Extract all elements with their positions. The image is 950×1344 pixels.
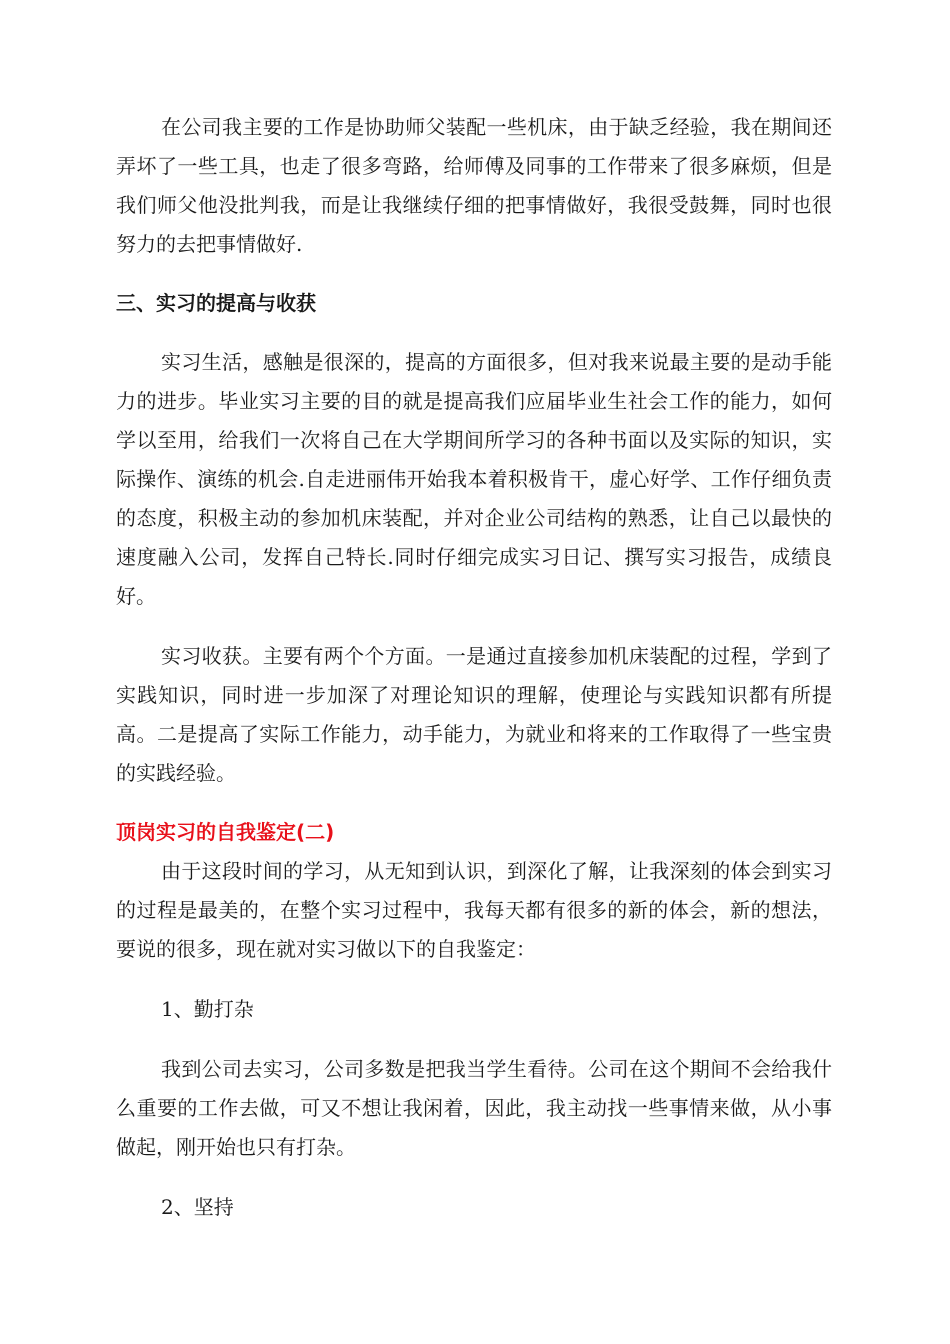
spacer (116, 323, 832, 343)
spacer (116, 969, 832, 990)
spacer (116, 616, 832, 637)
heading-improvement-and-gains: 三、实习的提高与收获 (116, 291, 316, 315)
spacer (116, 264, 832, 284)
paragraph-internship-gains: 实习收获。主要有两个个方面。一是通过直接参加机床装配的过程，学到了实践知识，同时进一步加深了对理论知识的理解，使理论与实践知识都有所提高。二是提高了实际工作能力，动手能力，为就业和将来的工作取得了一些宝贵的实践经验。 (116, 644, 832, 785)
section-title-self-evaluation-2: 顶岗实习的自我鉴定(二) (116, 820, 335, 844)
document-page (116, 108, 832, 1227)
paragraph-odd-jobs: 我到公司去实习，公司多数是把我当学生看待。公司在这个期间不会给我什么重要的工作去做，可又不想让我闲着，因此，我主动找一些事情来做，从小事做起，刚开始也只有打杂。 (116, 1057, 832, 1159)
paragraph-self-evaluation-intro: 由于这段时间的学习，从无知到认识，到深化了解，让我深刻的体会到实习的过程是最美的，在整个实习过程中，我每天都有很多的新的体会，新的想法，要说的很多，现在就对实习做以下的自我鉴定： (116, 859, 832, 961)
paragraph-internship-life: 实习生活，感触是很深的，提高的方面很多，但对我来说最主要的是动手能力的进步。毕业实习主要的目的就是提高我们应届毕业生社会工作的能力，如何学以至用，给我们一次将自己在大学期间所学习的各种书面以及实际的知识，实际操作、演练的机会.自走进丽伟开始我本着积极肯干，虚心好学、工作仔细负责的态度，积极主动的参加机床装配，并对企业公司结构的熟悉，让自己以最快的速度融入公司，发挥自己特长.同时仔细完成实习日记、撰写实习报告，成绩良好。 (116, 350, 832, 608)
paragraph-work-duties: 在公司我主要的工作是协助师父装配一些机床，由于缺乏经验，我在期间还弄坏了一些工具，也走了很多弯路，给师傅及同事的工作带来了很多麻烦，但是我们师父他没批判我，而是让我继续仔细的把事情做好，我很受鼓舞，同时也很努力的去把事情做好. (116, 115, 832, 256)
spacer (116, 1167, 832, 1188)
spacer (116, 793, 832, 813)
list-item-odd-jobs: 1、勤打杂 (161, 997, 254, 1021)
list-item-persistence: 2、坚持 (161, 1195, 234, 1219)
spacer (116, 1029, 832, 1050)
